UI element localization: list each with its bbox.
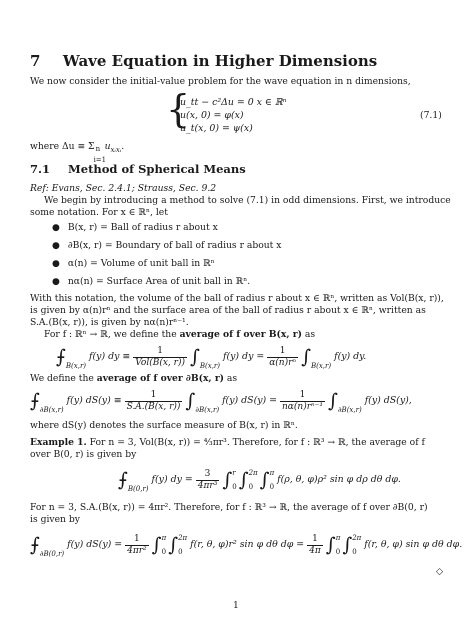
integral-icon: ∫ [325,533,336,556]
paragraph-3-text: For f : ℝⁿ → ℝ, we define the [44,329,180,340]
paragraph-6-line-1: For n = 3, S.A.(B(x, r)) = 4πr². Therefore, for f : ℝ³ → ℝ, the average of f over ∂B(0, r) [30,502,428,513]
system-line-3: u_t(x, 0) = ψ(x) [180,123,253,134]
eq-ball-mid: f(y) dy = [223,351,265,362]
eq-sphere-mid: f(y) dS(y) = [222,395,278,406]
integral-domain: B(x,r) [199,362,220,370]
system-line-2: u(x, 0) = φ(x) [180,110,244,121]
lower-limit: 0 [269,483,275,491]
frac-num: 1 [280,390,325,402]
equation-sphere-average [30,386,412,416]
paragraph-1-line-2: some notation. For x ∈ ℝⁿ, let [30,207,168,218]
integral-icon: ∫ [168,533,179,556]
system-line-1: u_tt − c²Δu = 0 x ∈ ℝⁿ [180,97,287,108]
frac-den: S.A.(B(x, r)) [126,401,181,412]
upper-limit: 2π [352,534,362,542]
frac-num: 1 [125,534,149,546]
sum-upper-limit: n [95,145,101,153]
list-item [52,222,281,240]
page-number: 1 [233,600,239,611]
lower-limit: 0 [335,548,341,556]
bullet-text: nα(n) = Surface Area of unit ball in ℝⁿ. [67,276,251,287]
lower-limit: 0 [248,483,254,491]
subsection-number: 7.1 [30,162,51,176]
eq-ball-rhs: f(y) dy. [334,351,367,362]
eq-sphere-rhs: f(y) dS(y), [364,395,412,406]
upper-limit: π [335,534,341,542]
lower-limit: 0 [352,548,357,556]
frac-num: 3 [196,469,220,481]
example-1-line-1 [30,437,425,449]
upper-limit: r [232,469,236,477]
lower-limit: 0 [232,483,237,491]
integral-icon: ∫ [185,389,196,412]
paragraph-2-line-1: With this notation, the volume of the ball of radius r about x ∈ ℝⁿ, written as Vol(B(x, r)), [30,293,444,304]
avg-integral-icon: ⨍ [56,345,66,368]
subsection-heading [30,162,246,176]
subsection-title: Method of Spherical Means [68,162,246,176]
laplacian-subscript: xᵢxᵢ [110,146,122,154]
integral-icon: ∫ [328,389,338,412]
bullet-text: ∂B(x, r) = Boundary of ball of radius r about x [67,240,282,251]
paragraph-3-bold: average of f over B(x, r) [179,329,302,340]
frac-num: 1 [133,346,187,358]
eq-ex2-mid: f(r, θ, φ)r² sin φ dθ dφ = [190,539,305,550]
integral-icon: ∫ [342,533,353,556]
bullet-icon: ● [52,259,60,269]
lower-limit: 0 [178,548,183,556]
laplacian-u: u [104,141,111,152]
eq-ball-lhs: f(y) dy ≡ [89,351,131,362]
frac-den: 4πr³ [197,480,218,491]
integral-domain: ∂B(x,r) [39,406,64,414]
eq-ex2-frac-2 [307,534,323,557]
eq-ex2-rhs: f(r, θ, φ) sin φ dθ dφ. [364,539,463,550]
paragraph-3-end: as [301,329,316,340]
bullet-icon: ● [52,223,60,233]
paragraph-5: where dS(y) denotes the surface measure of B(x, r) in ℝⁿ. [30,420,298,431]
eq-ex2-lhs: f(y) dS(y) = [67,539,123,550]
system-brace: { [166,87,191,131]
avg-integral-icon: ⨍ [118,468,128,491]
paragraph-4-bold: average of f over ∂B(x, r) [96,373,225,384]
integral-icon: ∫ [301,345,311,368]
paragraph-2-line-3: S.A.(B(x, r)), is given by nα(n)rⁿ⁻¹. [30,317,189,328]
example-1-line-2: over B(0, r) is given by [30,449,137,460]
avg-integral-icon: ⨍ [30,533,40,556]
qed-diamond-icon: ◇ [436,566,444,577]
laplacian-definition [30,141,125,164]
notation-list [52,222,281,294]
eq-ex1-rhs: f(ρ, θ, φ)ρ² sin φ dρ dθ dφ. [277,474,401,485]
bullet-text: α(n) = Volume of unit ball in ℝⁿ [67,258,215,269]
integral-domain: ∂B(0,r) [39,550,65,558]
reference-line: Ref: Evans, Sec. 2.4.1; Strauss, Sec. 9.2 [30,183,217,194]
integral-icon: ∫ [189,345,200,368]
equation-example-sphere [30,527,462,563]
eq-sphere-lhs: f(y) dS(y) ≡ [66,395,122,406]
integral-domain: B(x,r) [65,362,87,370]
eq-ex1-lhs: f(y) dy = [151,474,193,485]
bullet-icon: ● [52,277,60,287]
list-item [52,276,281,294]
upper-limit: 2π [248,469,258,477]
eq-ex1-frac [196,469,220,492]
list-item [52,240,281,258]
paragraph-1-line-1: We begin by introducing a method to solve (7.1) in odd dimensions. First, we introduce [44,195,451,206]
paragraph-3 [44,329,315,341]
equation-example-ball [118,462,401,498]
upper-limit: π [161,534,167,542]
example-text: For n = 3, Vol(B(x, r)) = ⁴⁄₃πr³. Therefore, for f : ℝ³ → ℝ, the average of f [89,437,425,448]
sum-lower-limit: i=1 [93,156,107,164]
triple-integral [222,467,277,493]
bullet-text: B(x, r) = Ball of radius r about x [67,222,218,233]
frac-num: 1 [125,390,183,402]
equation-tag: (7.1) [420,110,442,121]
integral-icon: ∫ [238,468,249,491]
section-title: Wave Equation in Higher Dimensions [62,52,378,70]
frac-den: nα(n)rⁿ⁻¹ [282,401,324,412]
lower-limit: 0 [161,548,167,556]
integral-icon: ∫ [151,533,162,556]
paragraph-2-line-2: is given by α(n)rⁿ and the surface area of the ball of radius r about x ∈ ℝⁿ, written as [30,305,426,316]
eq-ball-frac-2 [267,346,298,369]
integral-domain: B(x,r) [310,362,332,370]
frac-den: Vol(B(x, r)) [135,357,185,368]
upper-limit: 2π [178,534,188,542]
paragraph-4-end: as [224,373,238,384]
laplacian-period: . [121,141,125,152]
frac-den: α(n)rⁿ [269,357,297,368]
frac-num: 1 [267,346,298,358]
equation-ball-average [56,342,366,372]
example-label: Example 1. [30,437,87,448]
section-heading [30,52,377,70]
upper-limit: π [269,469,275,477]
eq-ex2-frac-1 [125,534,149,557]
bullet-icon: ● [52,241,60,251]
eq-ball-frac-1 [133,346,187,369]
laplacian-text: where Δu ≡ Σ [30,141,95,152]
integral-domain: ∂B(x,r) [337,406,362,414]
frac-num: 1 [307,534,323,546]
avg-integral-icon: ⨍ [30,389,40,412]
paragraph-4 [30,373,237,385]
paragraph-4-text: We define the [30,373,97,384]
integral-icon: ∫ [259,468,270,491]
integral-domain: ∂B(x,r) [195,406,220,414]
intro-text: We now consider the initial-value problem for the wave equation in n dimensions, [30,76,411,87]
frac-den: 4πr² [127,545,147,556]
paragraph-6-line-2: is given by [30,514,80,525]
integral-domain: B(0,r) [127,485,149,493]
eq-sphere-frac-1 [125,390,183,413]
list-item [52,258,281,276]
integral-icon: ∫ [222,468,233,491]
eq-sphere-frac-2 [280,390,325,413]
section-number: 7 [30,52,41,70]
frac-den: 4π [309,545,321,556]
